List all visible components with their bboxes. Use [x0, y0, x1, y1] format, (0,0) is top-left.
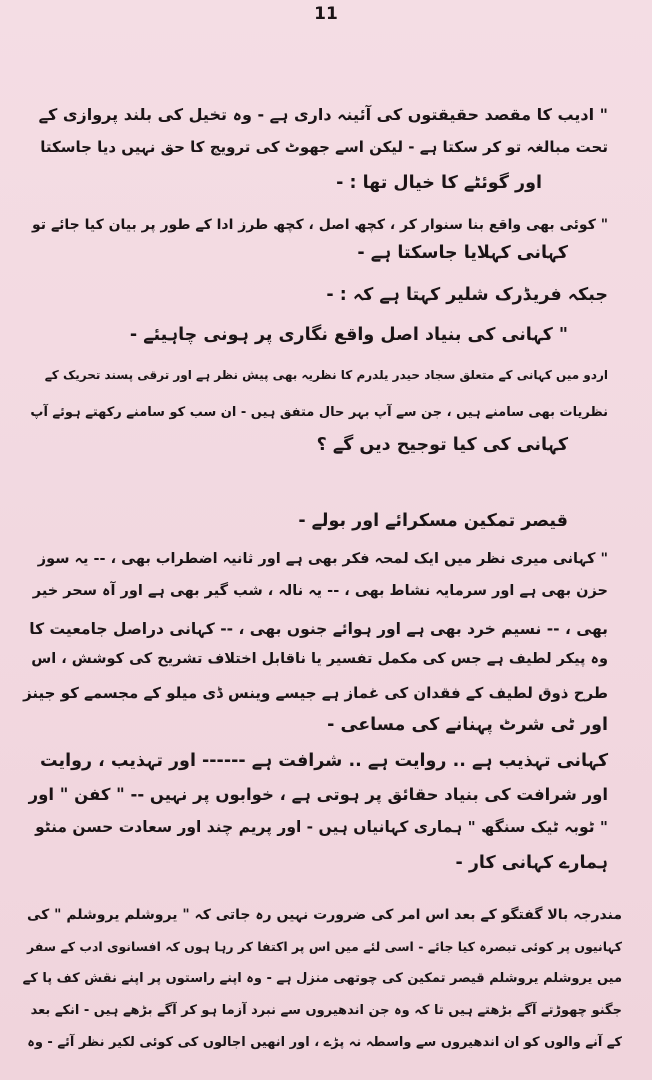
text-line: " ادیب کا مقصد حقیقتوں کی آئینہ داری ہے - وہ تخیل کی بلند پروازی کے [38, 105, 608, 124]
text-line: وہ پیکر لطیف ہے جس کی مکمل تفسیر یا ناقابل اختلاف تشریح کی کوشش ، اس [31, 651, 608, 667]
text-line: اور شرافت کی بنیاد حقائق پر ہوتی ہے ، خوابوں پر نہیں -- " کفن " اور [28, 785, 608, 804]
text-line: تحت مبالغہ تو کر سکتا ہے - لیکن اسے جھوٹ کی ترویج کا حق نہیں دیا جاسکتا [40, 138, 608, 156]
text-line: ہمارے کہانی کار - [455, 853, 608, 873]
text-line: کہانی کی کیا توجیح دیں گے ؟ [316, 435, 568, 455]
text-line: اور گوئٹے کا خیال تھا : - [336, 173, 542, 193]
text-line: کہانی تہذیب ہے .. روایت ہے .. شرافت ہے ------ اور تہذیب ، روایت [39, 751, 608, 771]
text-line: بھی ، -- نسیم خرد بھی ہے اور ہوائے جنوں بھی ، -- کہانی دراصل جامعیت کا [29, 620, 608, 638]
text-line: " کوئی بھی واقع بنا سنوار کر ، کچھ اصل ، کچھ طرز ادا کے طور پر بیان کیا جائے تو [32, 217, 608, 233]
text-line: میں یروشلم یروشلم قیصر تمکین کی چوتھی منزل ہے - وہ اپنے راستوں پر اپنے نقش کف پا کے [22, 971, 622, 986]
text-line: اور ٹی شرٹ پہنانے کی مساعی - [327, 715, 608, 735]
text-line: مندرجہ بالا گفتگو کے بعد اس امر کی ضرورت نہیں رہ جاتی کہ " یروشلم یروشلم " کی [26, 907, 622, 923]
page-number: 11 [314, 4, 338, 24]
text-line: کہانیوں پر کوئی تبصرہ کیا جائے - اسی لئے میں اس پر اکتفا کر رہا ہوں کہ افسانوی ادب کے سفر [27, 939, 622, 954]
text-line: جگنو چھوڑتے آگے بڑھتے ہیں تا کہ وہ جن اندھیروں سے نبرد آزما ہو کر آگے بڑھے ہیں - انکے بعد [30, 1003, 622, 1018]
text-line: " ٹوبہ ٹیک سنگھ " ہماری کہانیاں ہیں - اور پریم چند اور سعادت حسن منٹو [35, 818, 608, 836]
text-line: جبکہ فریڈرک شلیر کہتا ہے کہ : - [326, 285, 608, 305]
text-line: حزن بھی ہے اور سرمایہ نشاط بھی ، -- یہ نالہ ، شب گیر بھی ہے اور آہ سحر خیر [32, 583, 608, 599]
text-line: کے آنے والوں کو ان اندھیروں سے واسطہ نہ پڑے ، اور انھیں اجالوں کی کوئی لکیر نظر آئے - وہ [27, 1035, 622, 1050]
text-line: قیصر تمکین مسکرائے اور بولے - [298, 511, 568, 531]
text-line: کہانی کہلایا جاسکتا ہے - [357, 243, 568, 263]
text-line: طرح ذوق لطیف کے فقدان کی غماز ہے جیسے وینس ڈی میلو کے مجسمے کو جینز [23, 684, 608, 702]
text-line: اردو میں کہانی کے متعلق سجاد حیدر یلدرم کا نظریہ بھی پیش نظر ہے اور ترقی پسند تحریک کے [44, 368, 608, 382]
text-line: " کہانی کی بنیاد اصل واقع نگاری پر ہونی چاہیئے - [129, 325, 568, 345]
text-line: نظریات بھی سامنے ہیں ، جن سے آپ بہر حال متفق ہیں - ان سب کو سامنے رکھتے ہوئے آپ [30, 405, 608, 420]
text-line: " کہانی میری نظر میں ایک لمحہ فکر بھی ہے اور ثانیہ اضطراب بھی ، -- یہ سوز [37, 551, 608, 567]
